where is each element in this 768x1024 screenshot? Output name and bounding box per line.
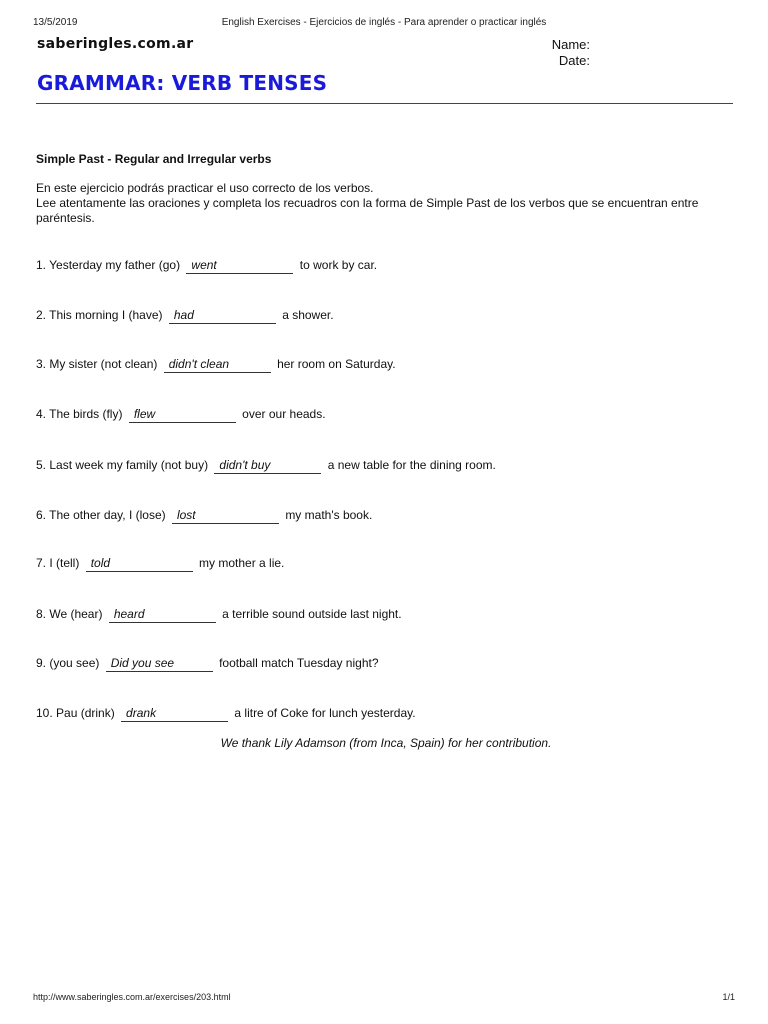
student-fields bbox=[440, 37, 590, 69]
answer-field[interactable]: didn't clean bbox=[164, 357, 271, 373]
intro-line-1: En este ejercicio podrás practicar el uso correcto de los verbos. bbox=[36, 181, 374, 195]
exercise-prompt: 6. The other day, I (lose) bbox=[36, 508, 166, 522]
exercise-completion: a litre of Coke for lunch yesterday. bbox=[234, 706, 416, 720]
answer-field[interactable]: drank bbox=[121, 706, 228, 722]
intro-text bbox=[36, 181, 736, 226]
exercise-prompt: 9. (you see) bbox=[36, 656, 100, 670]
answer-field[interactable]: told bbox=[86, 556, 193, 572]
exercise-completion: a terrible sound outside last night. bbox=[222, 607, 402, 621]
intro-line-2: Lee atentamente las oraciones y completa los recuadros con la forma de Simple Past de los verbos que se encuentran entre paréntesis. bbox=[36, 196, 699, 225]
date-label: Date: bbox=[558, 53, 590, 68]
exercise-completion: her room on Saturday. bbox=[277, 357, 396, 371]
exercise-item bbox=[36, 705, 416, 723]
exercise-item bbox=[36, 655, 379, 673]
exercise-completion: over our heads. bbox=[242, 407, 326, 421]
exercise-prompt: 5. Last week my family (not buy) bbox=[36, 458, 209, 472]
exercise-prompt: 7. I (tell) bbox=[36, 556, 80, 570]
exercise-completion: a new table for the dining room. bbox=[327, 458, 496, 472]
title-divider bbox=[36, 103, 733, 104]
answer-field[interactable]: went bbox=[186, 258, 293, 274]
exercise-item bbox=[36, 555, 284, 573]
exercise-completion: my math's book. bbox=[285, 508, 373, 522]
exercise-item bbox=[36, 457, 496, 475]
exercise-prompt: 4. The birds (fly) bbox=[36, 407, 123, 421]
exercise-prompt: 10. Pau (drink) bbox=[36, 706, 115, 720]
page-url: http://www.saberingles.com.ar/exercises/203.html bbox=[33, 992, 231, 1002]
print-date: 13/5/2019 bbox=[33, 17, 78, 28]
exercise-item bbox=[36, 356, 396, 374]
exercise-item bbox=[36, 257, 377, 275]
section-heading: Simple Past - Regular and Irregular verbs bbox=[36, 152, 272, 166]
exercise-prompt: 2. This morning I (have) bbox=[36, 308, 163, 322]
print-document-title: English Exercises - Ejercicios de inglés - Para aprender o practicar inglés bbox=[221, 17, 547, 28]
page-title: GRAMMAR: VERB TENSES bbox=[37, 71, 328, 95]
answer-field[interactable]: didn't buy bbox=[214, 458, 321, 474]
answer-field[interactable]: lost bbox=[172, 508, 279, 524]
answer-field[interactable]: flew bbox=[129, 407, 236, 423]
site-name: saberingles.com.ar bbox=[37, 36, 194, 52]
exercise-completion: to work by car. bbox=[299, 258, 378, 272]
exercise-item bbox=[36, 606, 402, 624]
exercise-completion: my mother a lie. bbox=[199, 556, 285, 570]
name-label: Name: bbox=[551, 37, 590, 52]
contribution-credit: We thank Lily Adamson (from Inca, Spain) for her contribution. bbox=[220, 736, 552, 750]
exercise-completion: a shower. bbox=[282, 308, 334, 322]
exercise-item bbox=[36, 307, 334, 325]
answer-field[interactable]: heard bbox=[109, 607, 216, 623]
exercise-prompt: 3. My sister (not clean) bbox=[36, 357, 158, 371]
page-number: 1/1 bbox=[722, 992, 735, 1002]
exercise-item bbox=[36, 507, 372, 525]
exercise-prompt: 8. We (hear) bbox=[36, 607, 103, 621]
answer-field[interactable]: had bbox=[169, 308, 276, 324]
answer-field[interactable]: Did you see bbox=[106, 656, 213, 672]
exercise-prompt: 1. Yesterday my father (go) bbox=[36, 258, 181, 272]
print-header bbox=[33, 17, 735, 31]
exercise-completion: football match Tuesday night? bbox=[219, 656, 379, 670]
exercise-item bbox=[36, 406, 326, 424]
print-footer bbox=[33, 992, 735, 1006]
